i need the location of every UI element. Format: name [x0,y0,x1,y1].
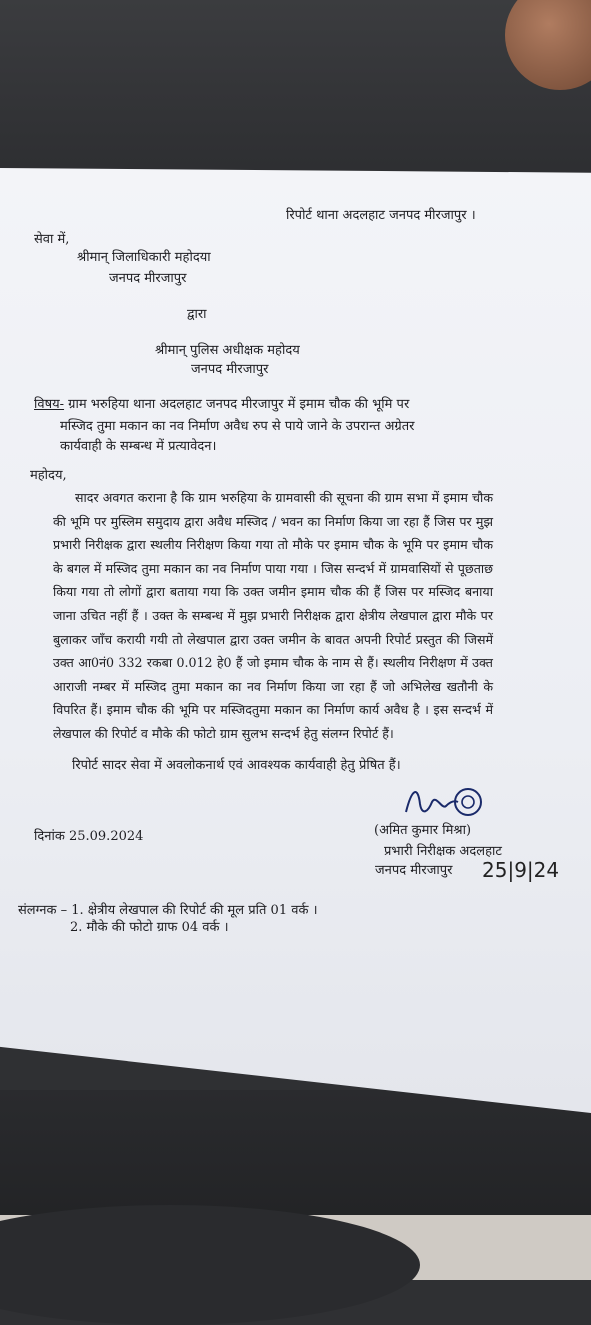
addressee-salutation: सेवा में, [34,232,70,247]
signatory-district: जनपद मीरजापुर [375,863,453,878]
subject-line3: कार्यवाही के सम्बन्ध में प्रत्यावेदन। [60,439,217,454]
body-text: सादर अवगत कराना है कि ग्राम भरुहिया के ग्रामवासी की सूचना की ग्राम सभा में इमाम चौक की भूमि पर मुस्लिम समुदाय द्वारा अवैध मस्जिद / भवन का निर्माण किया जा रहा हैं जिस पर मुझ प्रभारी निरीक्षक द्वारा स्थलीय निरीक्षण किया गया तो मौके पर इमाम चौक के भूमि पर इमाम चौक के बगल में मस्जिद तुमा मकान का नव निर्माण पाया गया । जिस सन्दर्भ में ग्रामवासियों से पूछताछ किया गया तो लोगों द्वारा बताया गया कि उक्त जमीन इमाम चौक की हैं जिस पर मस्जिद बनाया जाना उचित नहीं हैं । उक्त के सम्बन्ध में मुझ प्रभारी निरीक्षक द्वारा क्षेत्रीय लेखपाल द्वारा मौके पर बुलाकर जाँच करायी गयी तो लेखपाल द्वारा उक्त जमीन के बावत अपनी रिपोर्ट प्रस्तुत की जिसमें उक्त आ0नं0 332 रकबा 0.012 हे0 हैं जो इमाम चौक के नाम से हैं। स्थलीय निरीक्षण में उक्त आराजी नम्बर में मस्जिद तुमा मकान का नव निर्माण किया जा रहा हैं जो अभिलेख खतौनी के विपरित हैं। इमाम चौक की भूमि पर मस्जिदतुमा मकान का निर्माण कार्य अवैध है । इस सन्दर्भ में लेखपाल की रिपोर्ट व मौके की फोटो ग्राम सुलभ सन्दर्भ हेतु संलग्न रिपोर्ट हैं। [53,490,493,741]
signatory-designation: प्रभारी निरीक्षक अदलहाट [384,844,502,859]
body-paragraph [53,486,493,746]
enclosure-item1: संलग्नक – 1. क्षेत्रीय लेखपाल की रिपोर्ट की मूल प्रति 01 वर्क । [18,903,318,918]
background-top [0,0,591,180]
letter-date: दिनांक 25.09.2024 [34,829,144,844]
addressee-line2: जनपद मीरजापुर [109,271,187,286]
signed-date: 25|9|24 [482,858,560,882]
signatory-name: (अमित कुमार मिश्रा) [374,823,472,838]
subject-line2: मस्जिद तुमा मकान का नव निर्माण अवैध रुप से पाये जाने के उपरान्त अग्रेतर [60,419,415,434]
addressee-line4: जनपद मीरजापुर [191,362,269,377]
report-header: रिपोर्ट थाना अदलहाट जनपद मीरजापुर । [286,208,476,223]
enclosure-item2: 2. मौके की फोटो ग्राफ 04 वर्क । [70,920,229,935]
addressee-line3: श्रीमान् पुलिस अधीक्षक महोदय [155,343,300,358]
addressee-line1: श्रीमान् जिलाधिकारी महोदया [77,250,211,265]
subject-label: विषय- [34,397,65,412]
subject-line1 [34,396,409,413]
signature-mark [398,782,488,827]
via-label: द्वारा [187,307,207,322]
greeting: महोदय, [30,468,67,483]
subject-line1-text: ग्राम भरुहिया थाना अदलहाट जनपद मीरजापुर में इमाम चौक की भूमि पर [64,397,410,412]
closing-line: रिपोर्ट सादर सेवा में अवलोकनार्थ एवं आवश्यक कार्यवाही हेतु प्रेषित हैं। [72,758,401,773]
